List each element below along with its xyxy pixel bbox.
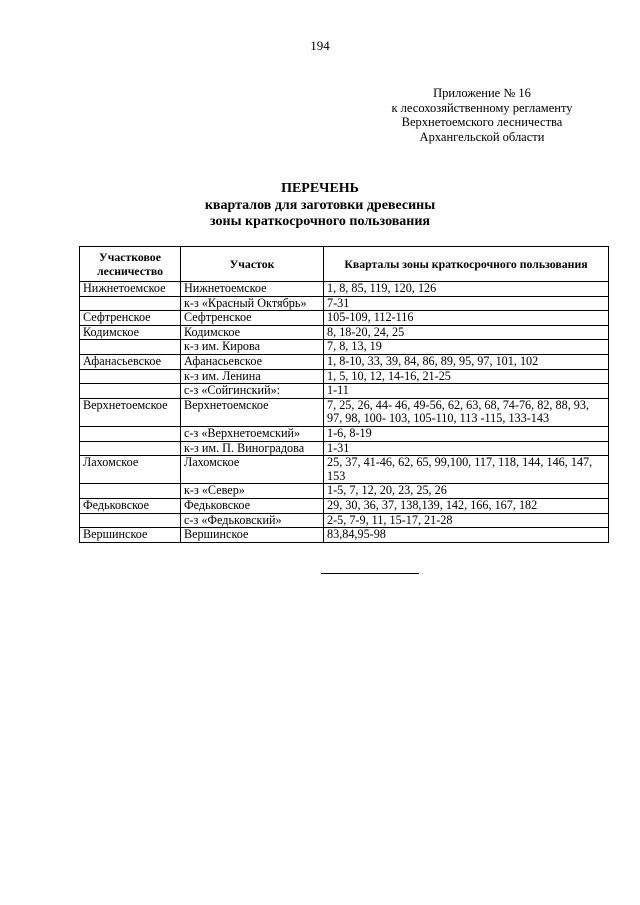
cell-section: Лахомское — [181, 456, 324, 484]
cell-forestry: Вершинское — [80, 528, 181, 543]
table-row — [80, 398, 609, 426]
cell-quarters: 1-5, 7, 12, 20, 23, 25, 26 — [324, 484, 609, 499]
cell-section: с-з «Федьковский» — [181, 513, 324, 528]
cell-quarters: 8, 18-20, 24, 25 — [324, 325, 609, 340]
cell-quarters: 25, 37, 41-46, 62, 65, 99,100, 117, 118, 144, 146, 147, 153 — [324, 456, 609, 484]
table-row — [80, 354, 609, 369]
cell-quarters: 7, 25, 26, 44- 46, 49-56, 62, 63, 68, 74-76, 82, 88, 93, 97, 98, 100- 103, 105-110, 113 -115, 133-143 — [324, 398, 609, 426]
cell-quarters: 7, 8, 13, 19 — [324, 340, 609, 355]
table-row — [80, 484, 609, 499]
cell-forestry: Сефтренское — [80, 311, 181, 326]
cell-forestry: Нижнетоемское — [80, 282, 181, 297]
cell-forestry: Верхнетоемское — [80, 398, 181, 426]
page-number: 194 — [310, 38, 330, 53]
header-section: Участок — [181, 247, 324, 282]
cell-section: Сефтренское — [181, 311, 324, 326]
table-row — [80, 498, 609, 513]
table-row — [80, 311, 609, 326]
cell-quarters: 1-6, 8-19 — [324, 426, 609, 441]
cell-quarters: 7-31 — [324, 296, 609, 311]
table-row — [80, 456, 609, 484]
cell-section: к-з им. Ленина — [181, 369, 324, 384]
document-title — [0, 181, 640, 231]
table-row — [80, 513, 609, 528]
closing-rule — [321, 573, 419, 574]
cell-section: Нижнетоемское — [181, 282, 324, 297]
cell-forestry — [80, 426, 181, 441]
appendix-line: к лесохозяйственному регламенту — [391, 100, 573, 115]
cell-quarters: 2-5, 7-9, 11, 15-17, 21-28 — [324, 513, 609, 528]
cell-quarters: 29, 30, 36, 37, 138,139, 142, 166, 167, 182 — [324, 498, 609, 513]
cell-section: к-з им. Кирова — [181, 340, 324, 355]
title-heading: ПЕРЕЧЕНЬ — [281, 181, 359, 196]
cell-section: Афанасьевское — [181, 354, 324, 369]
table-row — [80, 325, 609, 340]
cell-quarters: 1, 5, 10, 12, 14-16, 21-25 — [324, 369, 609, 384]
table-row — [80, 384, 609, 399]
cell-forestry — [80, 296, 181, 311]
cell-quarters: 1, 8, 85, 119, 120, 126 — [324, 282, 609, 297]
header-quarters: Кварталы зоны краткосрочного пользования — [324, 247, 609, 282]
cell-section: Кодимское — [181, 325, 324, 340]
cell-quarters: 83,84,95-98 — [324, 528, 609, 543]
appendix-line: Верхнетоемского лесничества — [401, 115, 563, 130]
table-row — [80, 426, 609, 441]
cell-quarters: 1, 8-10, 33, 39, 84, 86, 89, 95, 97, 101, 102 — [324, 354, 609, 369]
cell-quarters: 1-31 — [324, 441, 609, 456]
title-line: зоны краткосрочного пользования — [209, 214, 430, 229]
header-forestry — [80, 247, 181, 282]
cell-quarters: 105-109, 112-116 — [324, 311, 609, 326]
cell-forestry: Кодимское — [80, 325, 181, 340]
table-body — [80, 282, 609, 543]
appendix-line: Архангельской области — [419, 129, 545, 144]
cell-forestry: Афанасьевское — [80, 354, 181, 369]
cell-section: к-з им. П. Виноградова — [181, 441, 324, 456]
cell-section: Верхнетоемское — [181, 398, 324, 426]
cell-section: с-з «Верхнетоемский» — [181, 426, 324, 441]
appendix-line: Приложение № 16 — [433, 86, 531, 100]
cell-forestry — [80, 441, 181, 456]
cell-section: Вершинское — [181, 528, 324, 543]
table-row — [80, 340, 609, 355]
table-row — [80, 282, 609, 297]
cell-forestry — [80, 369, 181, 384]
appendix-block — [378, 86, 586, 144]
title-line: кварталов для заготовки древесины — [204, 197, 436, 213]
quarters-table — [79, 246, 609, 543]
cell-quarters: 1-11 — [324, 384, 609, 399]
cell-forestry: Лахомское — [80, 456, 181, 484]
cell-section: Федьковское — [181, 498, 324, 513]
cell-section: с-з «Сойгинский»: — [181, 384, 324, 399]
cell-section: к-з «Красный Октябрь» — [181, 296, 324, 311]
table-row — [80, 528, 609, 543]
cell-forestry — [80, 484, 181, 499]
table-row — [80, 369, 609, 384]
table-row — [80, 441, 609, 456]
cell-forestry — [80, 340, 181, 355]
table-header-row — [80, 247, 609, 282]
table-row — [80, 296, 609, 311]
header-forestry-line: лесничество — [96, 264, 164, 278]
cell-section: к-з «Север» — [181, 484, 324, 499]
cell-forestry — [80, 513, 181, 528]
cell-forestry: Федьковское — [80, 498, 181, 513]
cell-forestry — [80, 384, 181, 399]
header-forestry-line: Участковое — [99, 250, 161, 264]
